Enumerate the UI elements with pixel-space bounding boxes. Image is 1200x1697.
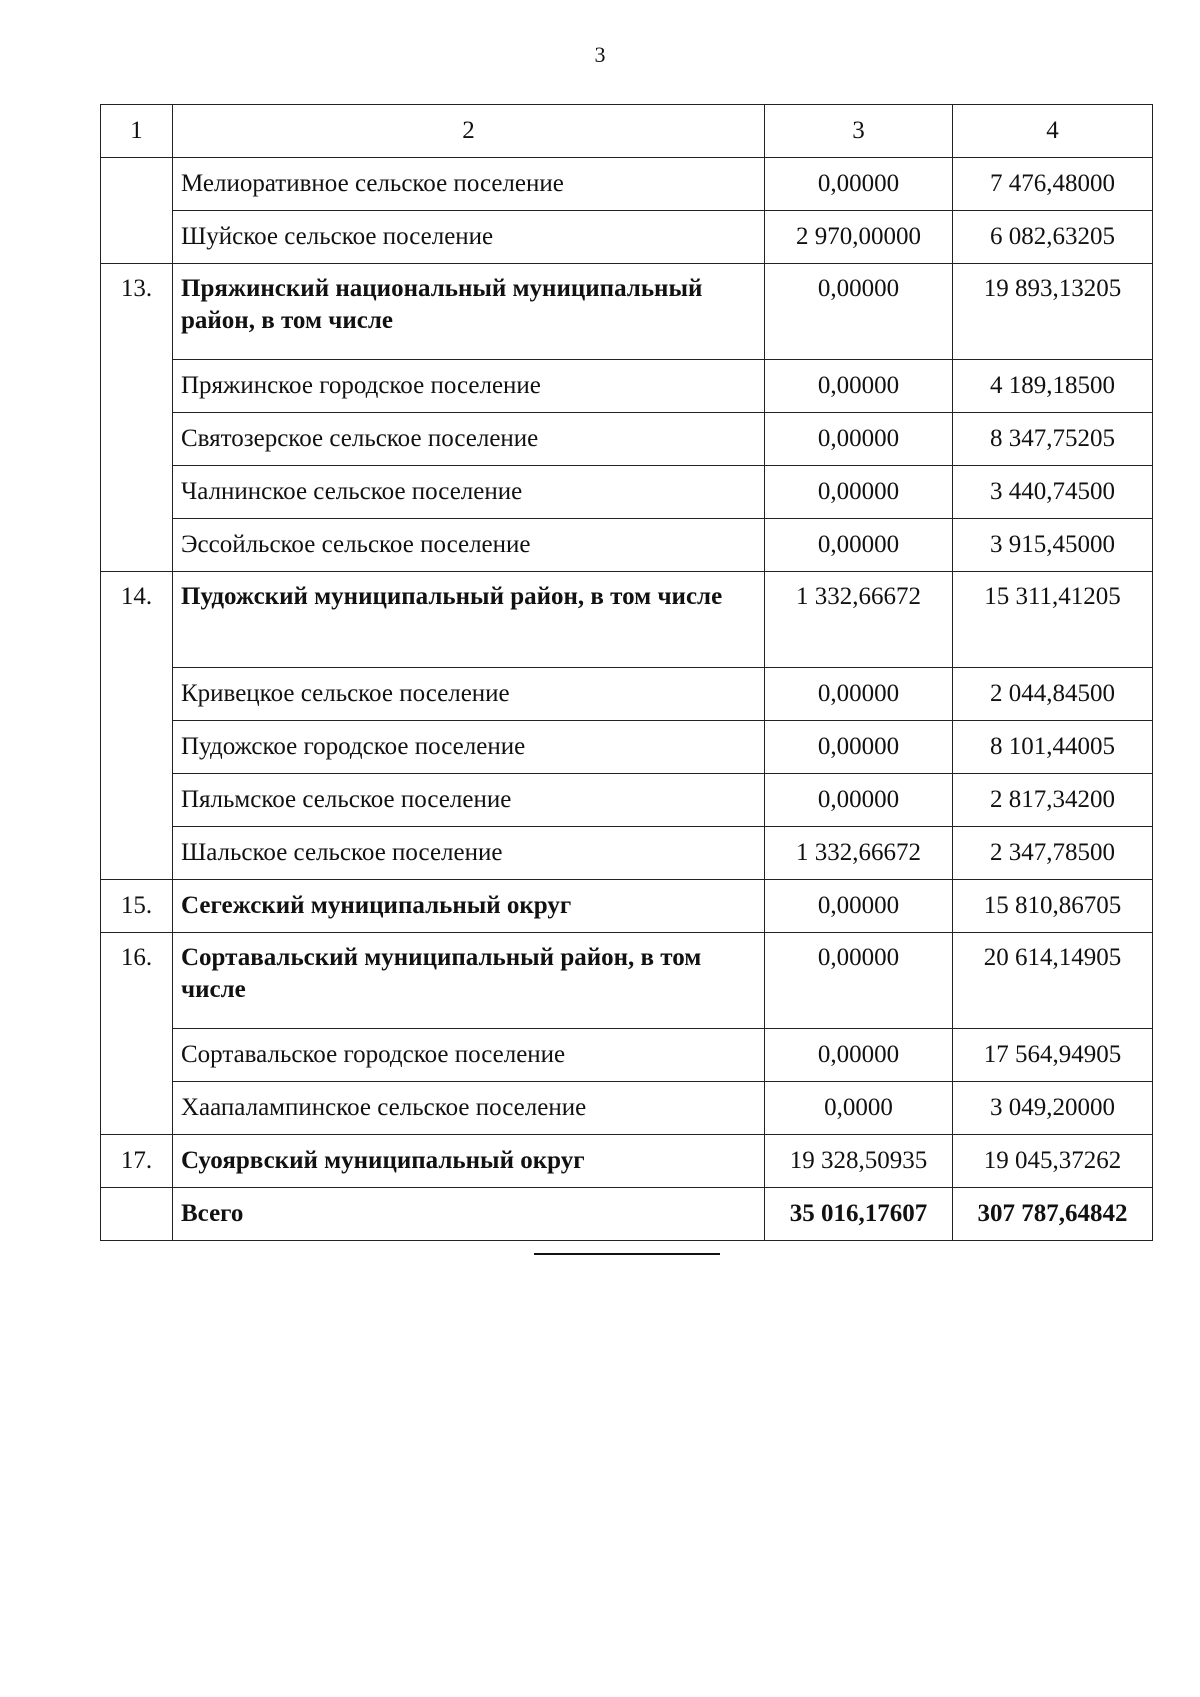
name-cell: Кривецкое сельское поселение <box>173 668 765 721</box>
col4-cell: 17 564,94905 <box>953 1029 1153 1082</box>
table-row <box>101 721 1153 774</box>
col3-cell: 0,00000 <box>765 360 953 413</box>
name-cell: Пяльмское сельское поселение <box>173 774 765 827</box>
table-row <box>101 466 1153 519</box>
row-number-cell: 13. <box>101 264 173 572</box>
col3-cell: 0,00000 <box>765 774 953 827</box>
name-cell: Эссойльское сельское поселение <box>173 519 765 572</box>
header-cell: 4 <box>953 105 1153 158</box>
col3-cell: 2 970,00000 <box>765 211 953 264</box>
table-row <box>101 519 1153 572</box>
table-row <box>101 1029 1153 1082</box>
col4-cell: 3 915,45000 <box>953 519 1153 572</box>
col4-cell: 15 311,41205 <box>953 572 1153 668</box>
name-cell: Шуйское сельское поселение <box>173 211 765 264</box>
col4-cell: 3 049,20000 <box>953 1082 1153 1135</box>
table-row <box>101 1082 1153 1135</box>
col3-cell: 0,00000 <box>765 933 953 1029</box>
row-number-cell: 16. <box>101 933 173 1135</box>
col4-cell: 19 045,37262 <box>953 1135 1153 1188</box>
table-row <box>101 1135 1153 1188</box>
col4-cell: 2 817,34200 <box>953 774 1153 827</box>
table-row <box>101 413 1153 466</box>
col4-cell: 3 440,74500 <box>953 466 1153 519</box>
col4-cell: 4 189,18500 <box>953 360 1153 413</box>
col4-cell: 19 893,13205 <box>953 264 1153 360</box>
table-row <box>101 827 1153 880</box>
name-cell: Сортавальский муниципальный район, в том числе <box>173 933 765 1029</box>
col3-cell: 0,00000 <box>765 264 953 360</box>
col3-cell: 0,00000 <box>765 721 953 774</box>
col3-cell: 0,00000 <box>765 413 953 466</box>
total-col3: 35 016,17607 <box>765 1188 953 1241</box>
row-number-cell: 17. <box>101 1135 173 1188</box>
col3-cell: 1 332,66672 <box>765 572 953 668</box>
col3-cell: 0,00000 <box>765 1029 953 1082</box>
total-col4: 307 787,64842 <box>953 1188 1153 1241</box>
header-cell: 3 <box>765 105 953 158</box>
col3-cell: 1 332,66672 <box>765 827 953 880</box>
col3-cell: 0,00000 <box>765 668 953 721</box>
col4-cell: 2 347,78500 <box>953 827 1153 880</box>
end-divider-line <box>534 1253 720 1255</box>
table-row <box>101 158 1153 211</box>
name-cell: Суоярвский муниципальный округ <box>173 1135 765 1188</box>
name-cell: Пудожское городское поселение <box>173 721 765 774</box>
row-number-cell <box>101 158 173 264</box>
col4-cell: 2 044,84500 <box>953 668 1153 721</box>
total-row <box>101 1188 1153 1241</box>
row-number-cell: 15. <box>101 880 173 933</box>
row-number-cell: 14. <box>101 572 173 880</box>
col4-cell: 20 614,14905 <box>953 933 1153 1029</box>
name-cell: Хаапалампинское сельское поселение <box>173 1082 765 1135</box>
table-row <box>101 933 1153 1029</box>
row-number-cell <box>101 1188 173 1241</box>
name-cell: Чалнинское сельское поселение <box>173 466 765 519</box>
name-cell: Сегежский муниципальный округ <box>173 880 765 933</box>
name-cell: Сортавальское городское поселение <box>173 1029 765 1082</box>
table-header-row <box>101 105 1153 158</box>
col3-cell: 0,00000 <box>765 158 953 211</box>
table-row <box>101 572 1153 668</box>
table-row <box>101 360 1153 413</box>
name-cell: Мелиоративное сельское поселение <box>173 158 765 211</box>
col3-cell: 19 328,50935 <box>765 1135 953 1188</box>
col3-cell: 0,00000 <box>765 466 953 519</box>
table-row <box>101 264 1153 360</box>
table-row <box>101 211 1153 264</box>
col3-cell: 0,00000 <box>765 519 953 572</box>
total-label: Всего <box>173 1188 765 1241</box>
name-cell: Святозерское сельское поселение <box>173 413 765 466</box>
col4-cell: 15 810,86705 <box>953 880 1153 933</box>
name-cell: Пряжинское городское поселение <box>173 360 765 413</box>
col4-cell: 8 101,44005 <box>953 721 1153 774</box>
table-row <box>101 880 1153 933</box>
header-cell: 1 <box>101 105 173 158</box>
budget-table <box>100 104 1153 1241</box>
table-row <box>101 774 1153 827</box>
name-cell: Шальское сельское поселение <box>173 827 765 880</box>
header-cell: 2 <box>173 105 765 158</box>
page-number: 3 <box>594 42 606 67</box>
col3-cell: 0,0000 <box>765 1082 953 1135</box>
name-cell: Пудожский муниципальный район, в том числе <box>173 572 765 668</box>
col4-cell: 6 082,63205 <box>953 211 1153 264</box>
col4-cell: 7 476,48000 <box>953 158 1153 211</box>
name-cell: Пряжинский национальный муниципальный район, в том числе <box>173 264 765 360</box>
col3-cell: 0,00000 <box>765 880 953 933</box>
col4-cell: 8 347,75205 <box>953 413 1153 466</box>
table-row <box>101 668 1153 721</box>
